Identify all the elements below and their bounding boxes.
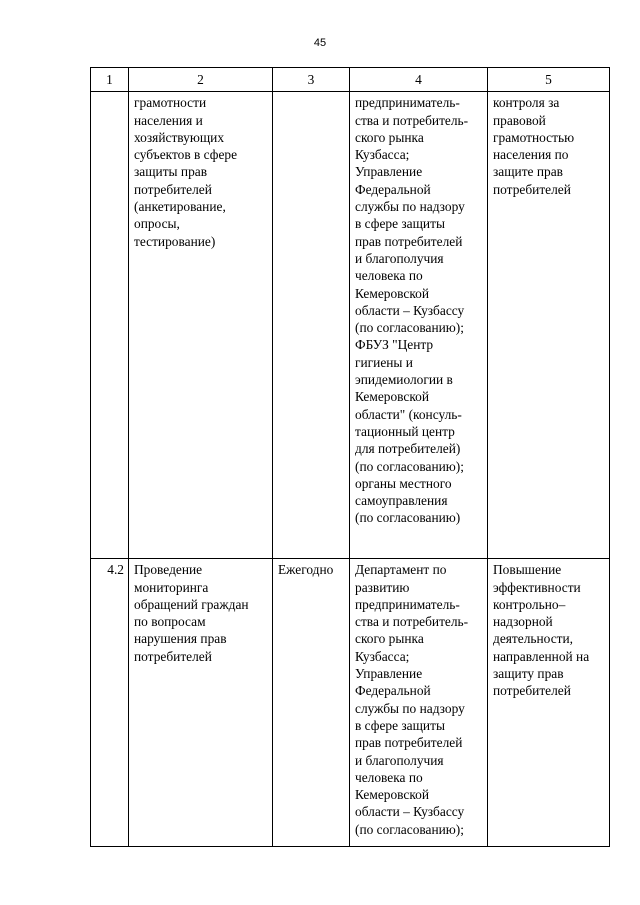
table-row [91, 559, 610, 847]
measures-table [90, 67, 610, 847]
header-cell: 5 [488, 68, 610, 92]
page-number: 45 [313, 37, 327, 49]
header-cell: 1 [91, 68, 129, 92]
row-number: 4.2 [107, 562, 124, 578]
measure-text: Проведение мониторинга обращений граждан по вопросам нарушения прав потребителей [134, 562, 249, 664]
table-row [91, 92, 610, 559]
result-text: Повышение эффективности контрольно– надзорной деятельности, направленной на защиту прав потребителей [493, 562, 590, 699]
header-cell: 4 [350, 68, 488, 92]
table-header-row [91, 68, 610, 92]
measure-text: грамотности населения и хозяйствующих субъектов в сфере защиты прав потребителей (анкетирование, опросы, тестирование) [134, 95, 238, 249]
measure-cell [129, 559, 273, 847]
executors-text: Департамент по развитию предприниматель- ства и потребитель- ского рынка Кузбасса; Управление Федеральной службы по надзору в сфере защиты прав потребителей и благополучия человека по Кемеровской области – Кузбассу (по согласованию); [355, 562, 469, 837]
result-text: контроля за правовой грамотностью населения по защите прав потребителей [493, 95, 575, 197]
row-number-cell [91, 559, 129, 847]
measure-cell [129, 92, 273, 559]
period-cell [273, 559, 350, 847]
executors-cell [350, 92, 488, 559]
row-number-cell [91, 92, 129, 559]
result-cell [488, 559, 610, 847]
header-cell: 3 [273, 68, 350, 92]
period-cell [273, 92, 350, 559]
period-text: Ежегодно [278, 562, 334, 578]
executors-text: предприниматель- ства и потребитель- ского рынка Кузбасса; Управление Федеральной службы по надзору в сфере защиты прав потребителей и благополучия человека по Кемеровской области – Кузбассу (по согласованию); ФБУЗ "Центр гигиены и эпидемиологии в Кемеровской области" (консуль- тационный центр для потребителей) (по согласованию); органы местного самоуправления (по согласованию) [355, 95, 469, 526]
result-cell [488, 92, 610, 559]
header-cell: 2 [129, 68, 273, 92]
executors-cell [350, 559, 488, 847]
